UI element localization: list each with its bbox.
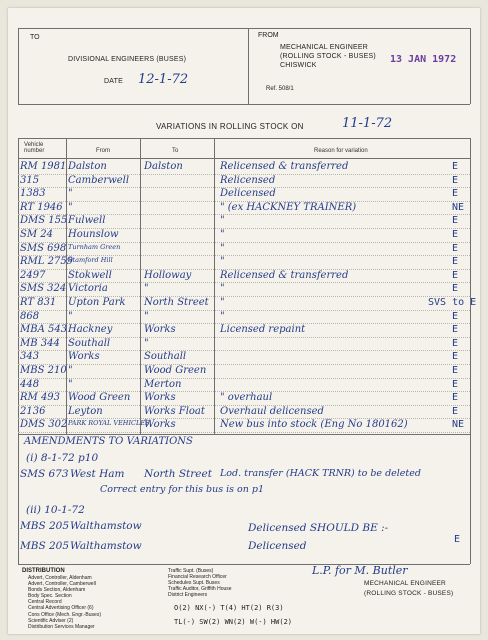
row-to: Wood Green — [144, 365, 207, 376]
row-vehicle: RT 831 — [20, 297, 57, 308]
amend-1-from: West Ham — [70, 468, 125, 480]
row-from: " — [68, 188, 73, 200]
header-divider — [248, 28, 249, 104]
row-from: Dalston — [68, 161, 107, 172]
row-vehicle: 868 — [20, 310, 40, 322]
amend-1-date: (i) 8-1-72 p10 — [26, 452, 99, 464]
row-code: E — [452, 337, 459, 349]
row-to: " — [144, 337, 149, 349]
row-code: E — [452, 229, 459, 240]
distribution-entry: Body Spec. Section — [28, 593, 72, 600]
from-line3: CHISWICK — [280, 62, 317, 69]
from-label: FROM — [258, 32, 279, 39]
distribution-list-left — [28, 575, 101, 630]
row-from: " — [68, 201, 73, 213]
row-code: E — [452, 256, 459, 268]
distribution-entry: Distribution Services Manager — [28, 623, 95, 630]
row-vehicle: MBA 543 — [20, 324, 68, 336]
distribution-entry: Central Record — [28, 599, 62, 606]
row-reason: " overhaul — [220, 392, 273, 404]
row-vehicle: SM 24 — [20, 229, 53, 240]
col-rule-from — [140, 138, 141, 434]
row-vehicle: DMS 302 — [20, 419, 68, 431]
row-vehicle: RML 2759 — [20, 256, 74, 268]
row-code: E — [452, 215, 459, 227]
row-code: E — [452, 188, 459, 200]
row-vehicle: 315 — [20, 174, 40, 186]
row-rule — [18, 432, 470, 433]
row-code: E — [452, 174, 459, 186]
row-from: Hounslow — [68, 229, 119, 240]
to-value: DIVISIONAL ENGINEERS (BUSES) — [68, 56, 187, 63]
row-vehicle: MB 344 — [20, 337, 60, 349]
row-vehicle: RT 1946 — [20, 201, 63, 213]
row-from: Upton Park — [68, 297, 126, 308]
distribution-entry: Scientific Adviser (2) — [28, 617, 74, 624]
header-top-rule — [18, 28, 470, 29]
row-vehicle: 2497 — [20, 269, 46, 281]
row-vehicle: DMS 155 — [20, 215, 68, 227]
header-left-rule — [18, 28, 19, 104]
row-vehicle: RM 1981 — [20, 161, 67, 172]
row-code: E — [452, 365, 459, 376]
table-right-rule — [470, 138, 471, 564]
row-reason: Relicensed & transferred — [220, 269, 349, 281]
row-reason: " (ex HACKNEY TRAINER) — [220, 201, 357, 213]
row-from: Victoria — [68, 283, 108, 295]
row-from: Wood Green — [68, 392, 131, 404]
amend-1-reason: Lod. transfer (HACK TRNR) to be deleted — [220, 468, 421, 479]
row-from: Stokwell — [68, 269, 112, 281]
row-vehicle: RM 493 — [20, 392, 61, 404]
distribution-codes-2: TL(-) SW(2) WN(2) W(-) HW(2) — [174, 618, 293, 626]
row-from: PARK ROYAL VEHICLES — [68, 419, 150, 428]
row-from: " — [68, 365, 73, 376]
date-value: 12-1-72 — [138, 72, 189, 87]
row-code: E — [452, 324, 459, 336]
row-to: Works — [144, 324, 176, 336]
row-reason: Relicensed & transferred — [220, 161, 349, 172]
row-code: E — [452, 392, 459, 404]
amend-2-reason-2: Delicensed — [248, 540, 307, 552]
row-reason: Overhaul delicensed — [220, 405, 324, 417]
reference: Ref. 508/1 — [266, 86, 294, 92]
row-from: Southall — [68, 337, 111, 349]
row-to: Merton — [144, 378, 182, 390]
amend-title: AMENDMENTS TO VARIATIONS — [24, 436, 193, 447]
distribution-entry: Cons Office (Mech. Engr.-Buses) — [28, 611, 101, 618]
header-bottom-rule — [18, 104, 470, 105]
distribution-entry: District Engineers — [168, 592, 208, 599]
amend-1-vehicle: SMS 673 — [20, 468, 69, 480]
row-reason: " — [220, 229, 225, 240]
col-head-vehicle: Vehicle number — [24, 142, 45, 154]
to-label: TO — [30, 34, 40, 41]
row-to: " — [144, 283, 149, 295]
row-vehicle: 343 — [20, 351, 40, 363]
table-title: VARIATIONS IN ROLLING STOCK ON — [156, 122, 304, 131]
amend-2-code: E — [454, 534, 461, 545]
table-top-rule — [18, 138, 470, 139]
from-line1: MECHANICAL ENGINEER — [280, 44, 368, 51]
row-vehicle: 448 — [20, 378, 40, 390]
row-from: Fulwell — [68, 215, 106, 227]
signature-title-1: MECHANICAL ENGINEER — [364, 580, 446, 587]
row-to: Southall — [144, 351, 187, 363]
date-stamp: 13 JAN 1972 — [390, 54, 457, 65]
row-from: " — [68, 310, 73, 322]
distribution-entry: Advert, Controller, Aldenham — [28, 575, 92, 581]
row-reason: Delicensed — [220, 188, 276, 200]
row-rule — [18, 310, 470, 311]
row-code: E — [452, 405, 459, 417]
row-from: Camberwell — [68, 174, 130, 186]
distribution-title: DISTRIBUTION — [22, 568, 65, 574]
signature-title-2: (ROLLING STOCK - BUSES) — [364, 590, 454, 597]
row-code: E — [452, 161, 459, 172]
row-vehicle: 1383 — [20, 188, 46, 200]
row-from: Hackney — [68, 324, 113, 336]
distribution-list-mid — [168, 568, 232, 598]
row-vehicle: MBS 210 — [20, 365, 67, 376]
amend-2-vehicle-2: MBS 205 — [20, 540, 70, 552]
signature: L.P. for M. Butler — [312, 564, 408, 577]
amend-2-from-1: Walthamstow — [70, 520, 142, 532]
distribution-entry: Central Advertising Officer (6) — [28, 605, 94, 612]
table-title-date: 11-1-72 — [342, 116, 393, 131]
amend-2-reason-1: Delicensed SHOULD BE :- — [248, 522, 389, 534]
row-code: SVS to E — [428, 297, 477, 308]
col-rule-to — [214, 138, 215, 434]
row-code: E — [452, 242, 459, 254]
row-to: Holloway — [144, 269, 192, 281]
row-reason: Licensed repaint — [220, 324, 306, 336]
row-to: Works Float — [144, 405, 205, 417]
row-from: Works — [68, 351, 100, 363]
col-head-to: To — [172, 148, 179, 154]
col-head-reason: Reason for variation — [314, 148, 368, 154]
row-code: E — [452, 283, 459, 295]
row-from: Stamford Hill — [68, 256, 113, 265]
row-code: NE — [452, 419, 465, 431]
row-from: Leyton — [68, 405, 103, 417]
row-reason: " — [220, 283, 225, 295]
row-reason: " — [220, 215, 225, 227]
from-line2: (ROLLING STOCK - BUSES) — [280, 53, 376, 60]
distribution-entry: Traffic Auditor, Griffith House — [168, 586, 232, 593]
distribution-entry: Financial Research Officer — [168, 574, 227, 581]
row-rule — [18, 378, 470, 379]
row-to: " — [144, 310, 149, 322]
row-code: E — [452, 310, 459, 322]
row-reason: Relicensed — [220, 174, 276, 186]
row-to: Dalston — [144, 161, 183, 172]
amend-1-to: North Street — [144, 468, 212, 480]
row-reason: " — [220, 297, 225, 308]
header-right-rule — [470, 28, 471, 104]
row-code: E — [452, 351, 459, 363]
row-reason: " — [220, 242, 225, 254]
distribution-entry: Bonds Section, Aldenham — [28, 587, 86, 594]
col-head-from: From — [96, 148, 110, 154]
row-from: Turnham Green — [68, 242, 121, 251]
amend-2-date: (ii) 10-1-72 — [26, 504, 85, 516]
row-vehicle: SMS 324 — [20, 283, 67, 295]
distribution-entry: Schedules Supt. Buses — [168, 580, 220, 587]
amend-2-vehicle-1: MBS 205 — [20, 520, 70, 532]
row-to: Works — [144, 392, 176, 404]
row-from: " — [68, 378, 73, 390]
row-code: E — [452, 269, 459, 281]
row-reason: " — [220, 256, 225, 268]
distribution-entry: Traffic Supt. (Buses) — [168, 568, 214, 574]
row-to: North Street — [144, 297, 209, 308]
amend-2-from-2: Walthamstow — [70, 540, 142, 552]
row-reason: " — [220, 310, 225, 322]
amend-1-note: Correct entry for this bus is on p1 — [100, 484, 265, 495]
row-rule — [18, 364, 470, 365]
row-vehicle: 2136 — [20, 405, 46, 417]
amend-rule — [18, 434, 470, 435]
row-vehicle: SMS 698 — [20, 242, 67, 254]
row-code: NE — [452, 201, 465, 213]
distribution-entry: Advert, Controller, Camberwell — [28, 581, 96, 588]
date-label: DATE — [104, 78, 123, 85]
distribution-codes-1: O(2) NX(-) T(4) HT(2) R(3) — [174, 604, 284, 612]
document-page — [8, 8, 480, 634]
row-reason: New bus into stock (Eng No 180162) — [220, 419, 408, 431]
row-to: Works — [144, 419, 176, 431]
row-code: E — [452, 378, 459, 390]
table-header-rule — [18, 158, 470, 159]
